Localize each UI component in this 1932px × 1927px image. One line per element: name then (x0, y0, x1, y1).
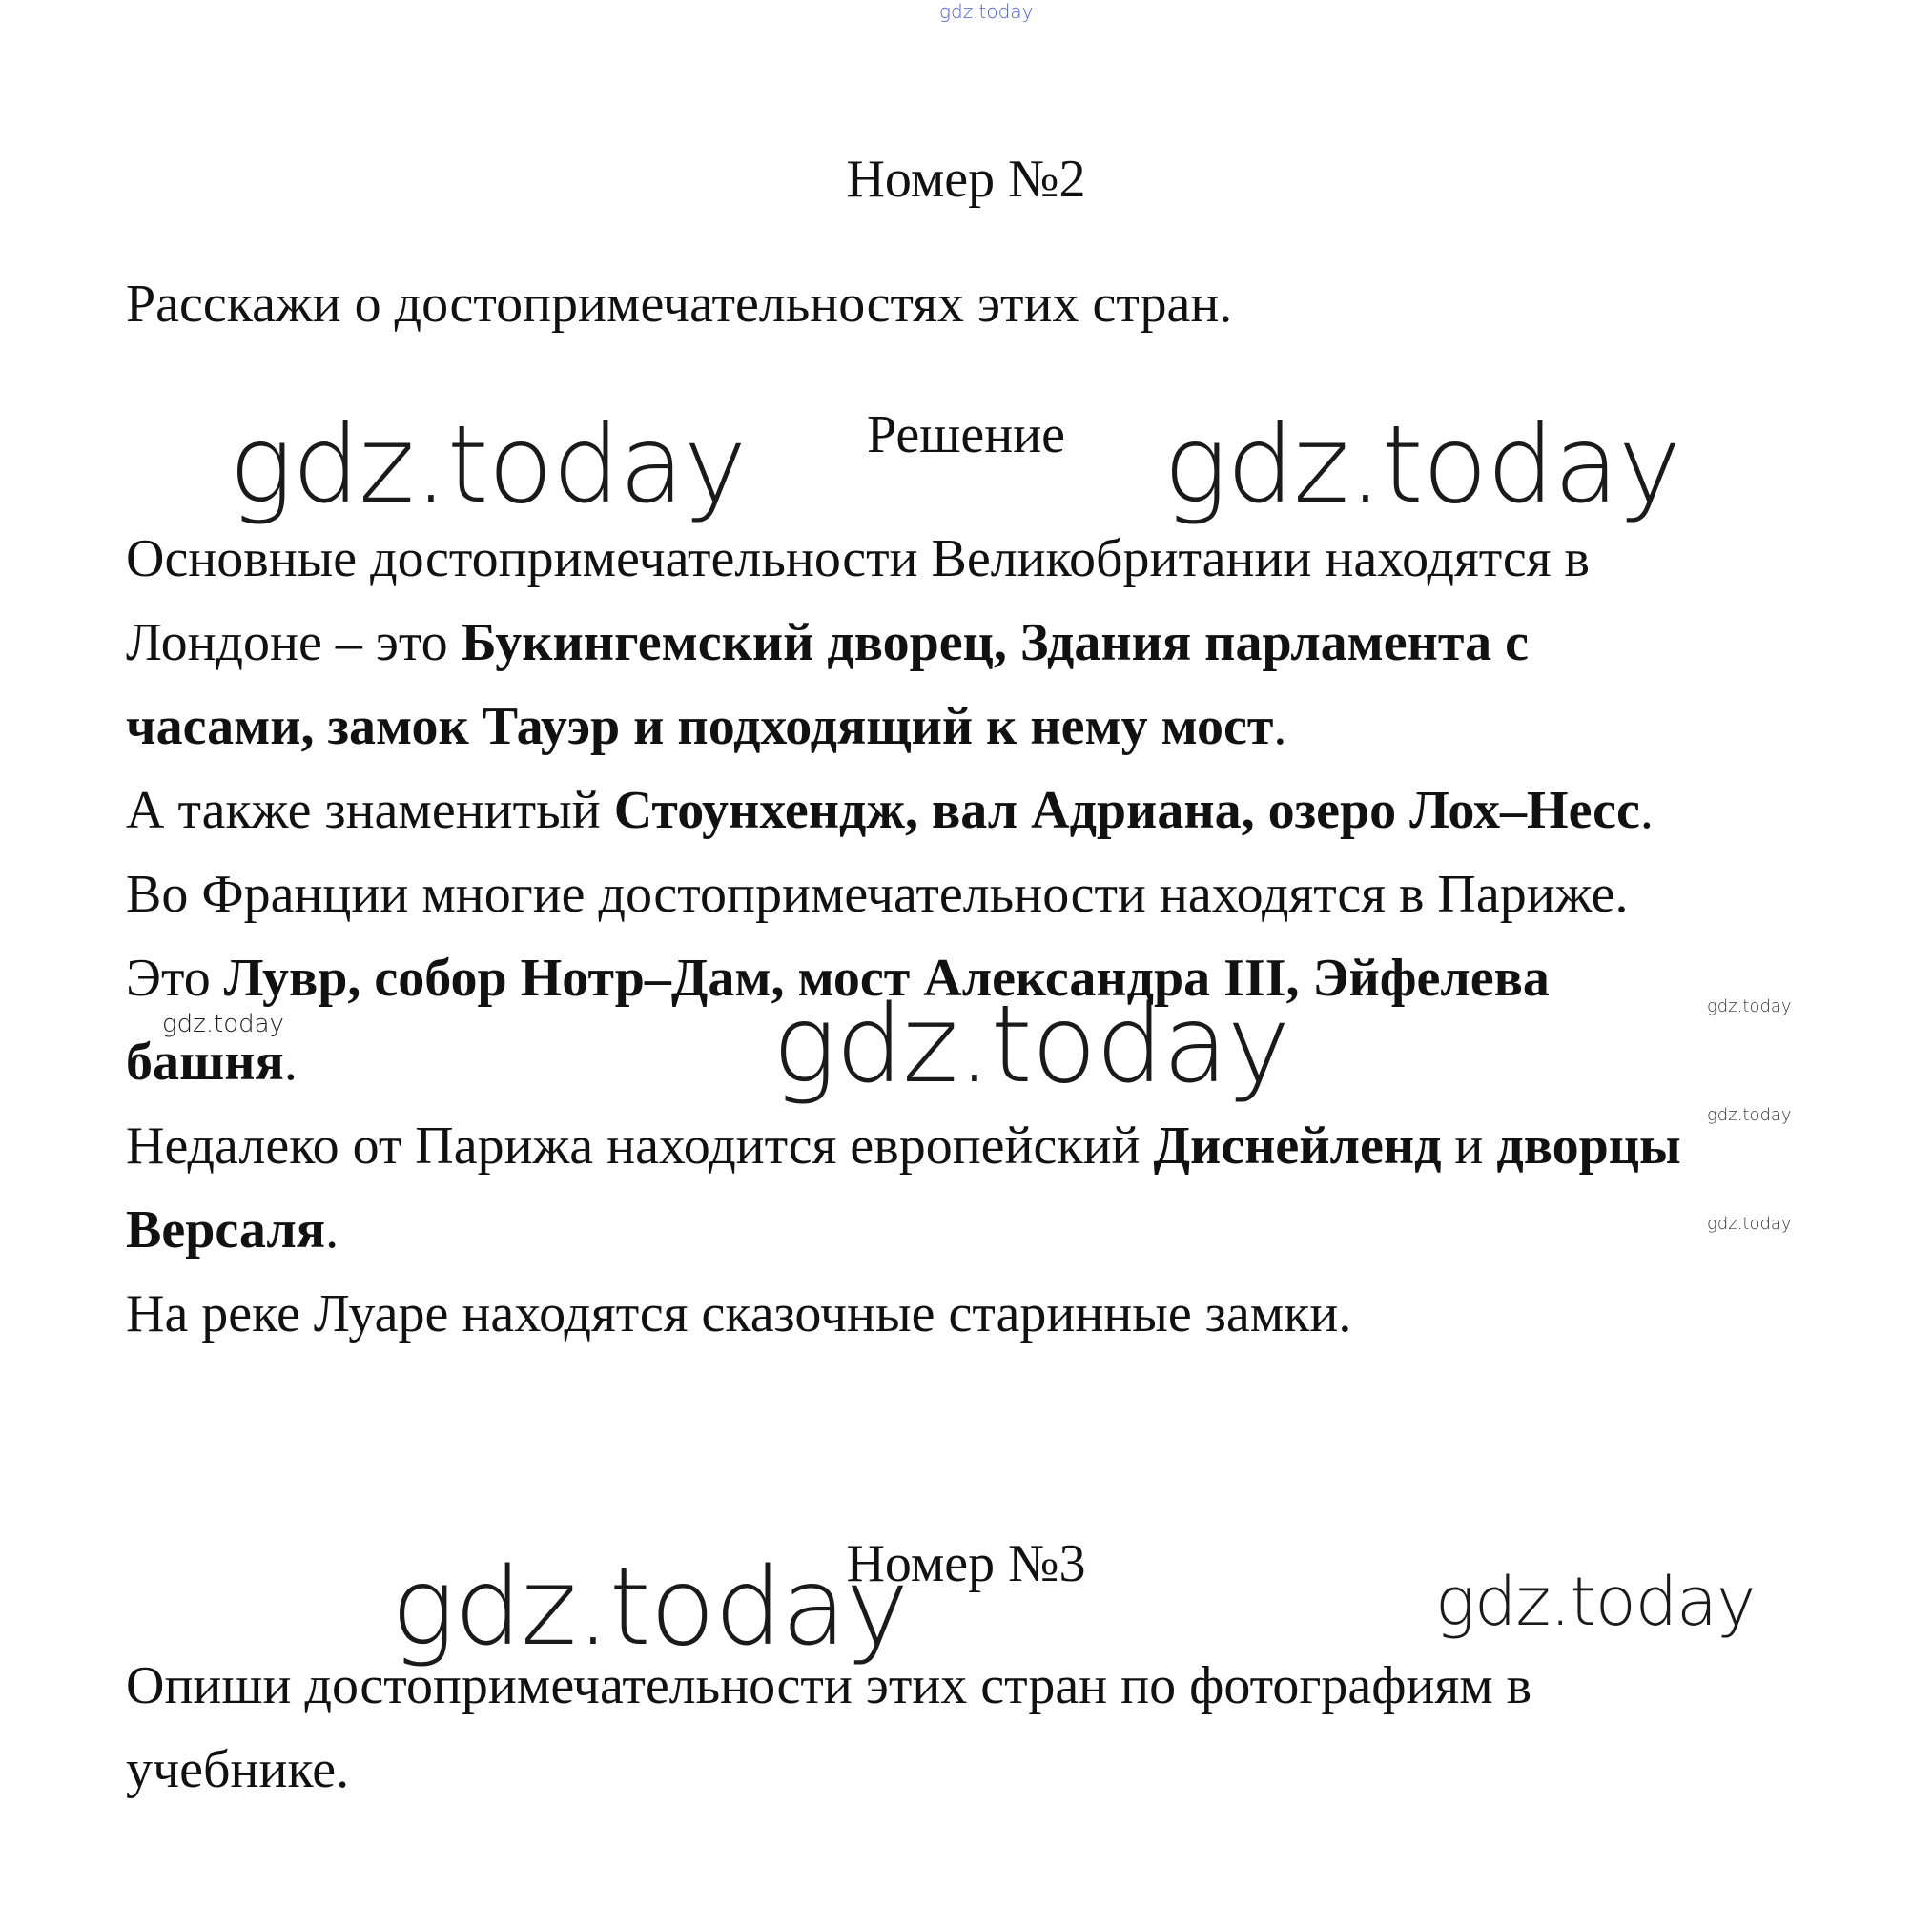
watermark-large: gdz.today (772, 983, 1290, 1107)
text-run: Основные достопримечательности Великобритании находятся в (126, 529, 1590, 588)
watermark-large: gdz.today (229, 403, 747, 527)
bold-text-run: Стоунхендж, вал Адриана, озеро Лох–Несс (613, 781, 1640, 840)
bold-text-run: Букингемский дворец, Здания парламента с (461, 613, 1529, 672)
bold-text-run: дворцы (1496, 1117, 1681, 1176)
text-line (126, 601, 1681, 685)
watermark-large: gdz.today (391, 1546, 909, 1670)
text-run: На реке Луаре находятся сказочные старинные замки. (126, 1284, 1352, 1343)
bold-text-run: Лувр, собор Нотр–Дам, мост Александра III, Эйфелева (223, 949, 1550, 1008)
text-run: . (1639, 781, 1654, 840)
text-line (126, 1020, 1681, 1104)
text-line (126, 1104, 1681, 1188)
text-run: и (1441, 1117, 1497, 1176)
bold-text-run: башня (126, 1033, 284, 1092)
text-line (126, 936, 1681, 1020)
bold-text-run: Версаля (126, 1200, 326, 1260)
watermark-small: gdz.today (162, 1010, 284, 1038)
solution-text (126, 517, 1681, 1356)
text-run: Лондоне – это (126, 613, 462, 672)
task-text-2: Расскажи о достопримечательностях этих стран. (126, 275, 1233, 334)
bold-text-run: часами, замок Тауэр и подходящий к нему мост (126, 697, 1274, 756)
text-line: Опиши достопримечательности этих стран по фотографиям в (126, 1656, 1532, 1715)
watermark-medium: gdz.today (1435, 1563, 1756, 1641)
watermark-tiny: gdz.today (1707, 1214, 1792, 1234)
text-line (126, 1272, 1681, 1356)
text-run: . (283, 1033, 298, 1092)
watermark-large: gdz.today (1163, 403, 1681, 527)
text-run: Недалеко от Парижа находится европейский (126, 1117, 1154, 1176)
text-run: . (325, 1200, 339, 1260)
watermark-tiny: gdz.today (1707, 1105, 1792, 1125)
text-line (126, 685, 1681, 769)
text-line: учебнике. (126, 1740, 350, 1799)
text-run: Во Франции многие достопримечательности находятся в Париже. (126, 865, 1629, 924)
section-title-2: Номер №2 (846, 150, 1086, 209)
bold-text-run: Диснейленд (1153, 1117, 1442, 1176)
text-line (126, 1188, 1681, 1272)
watermark-top: gdz.today (939, 0, 1034, 23)
text-run: Это (126, 949, 224, 1008)
watermark-tiny: gdz.today (1707, 996, 1792, 1016)
task-text-3 (126, 1644, 1531, 1812)
text-run: А также знаменитый (126, 781, 614, 840)
text-line (126, 852, 1681, 936)
section-title-3: Номер №3 (846, 1534, 1086, 1593)
text-line (126, 769, 1681, 852)
text-run: . (1273, 697, 1287, 756)
solution-label: Решение (866, 405, 1066, 464)
text-line (126, 517, 1681, 601)
